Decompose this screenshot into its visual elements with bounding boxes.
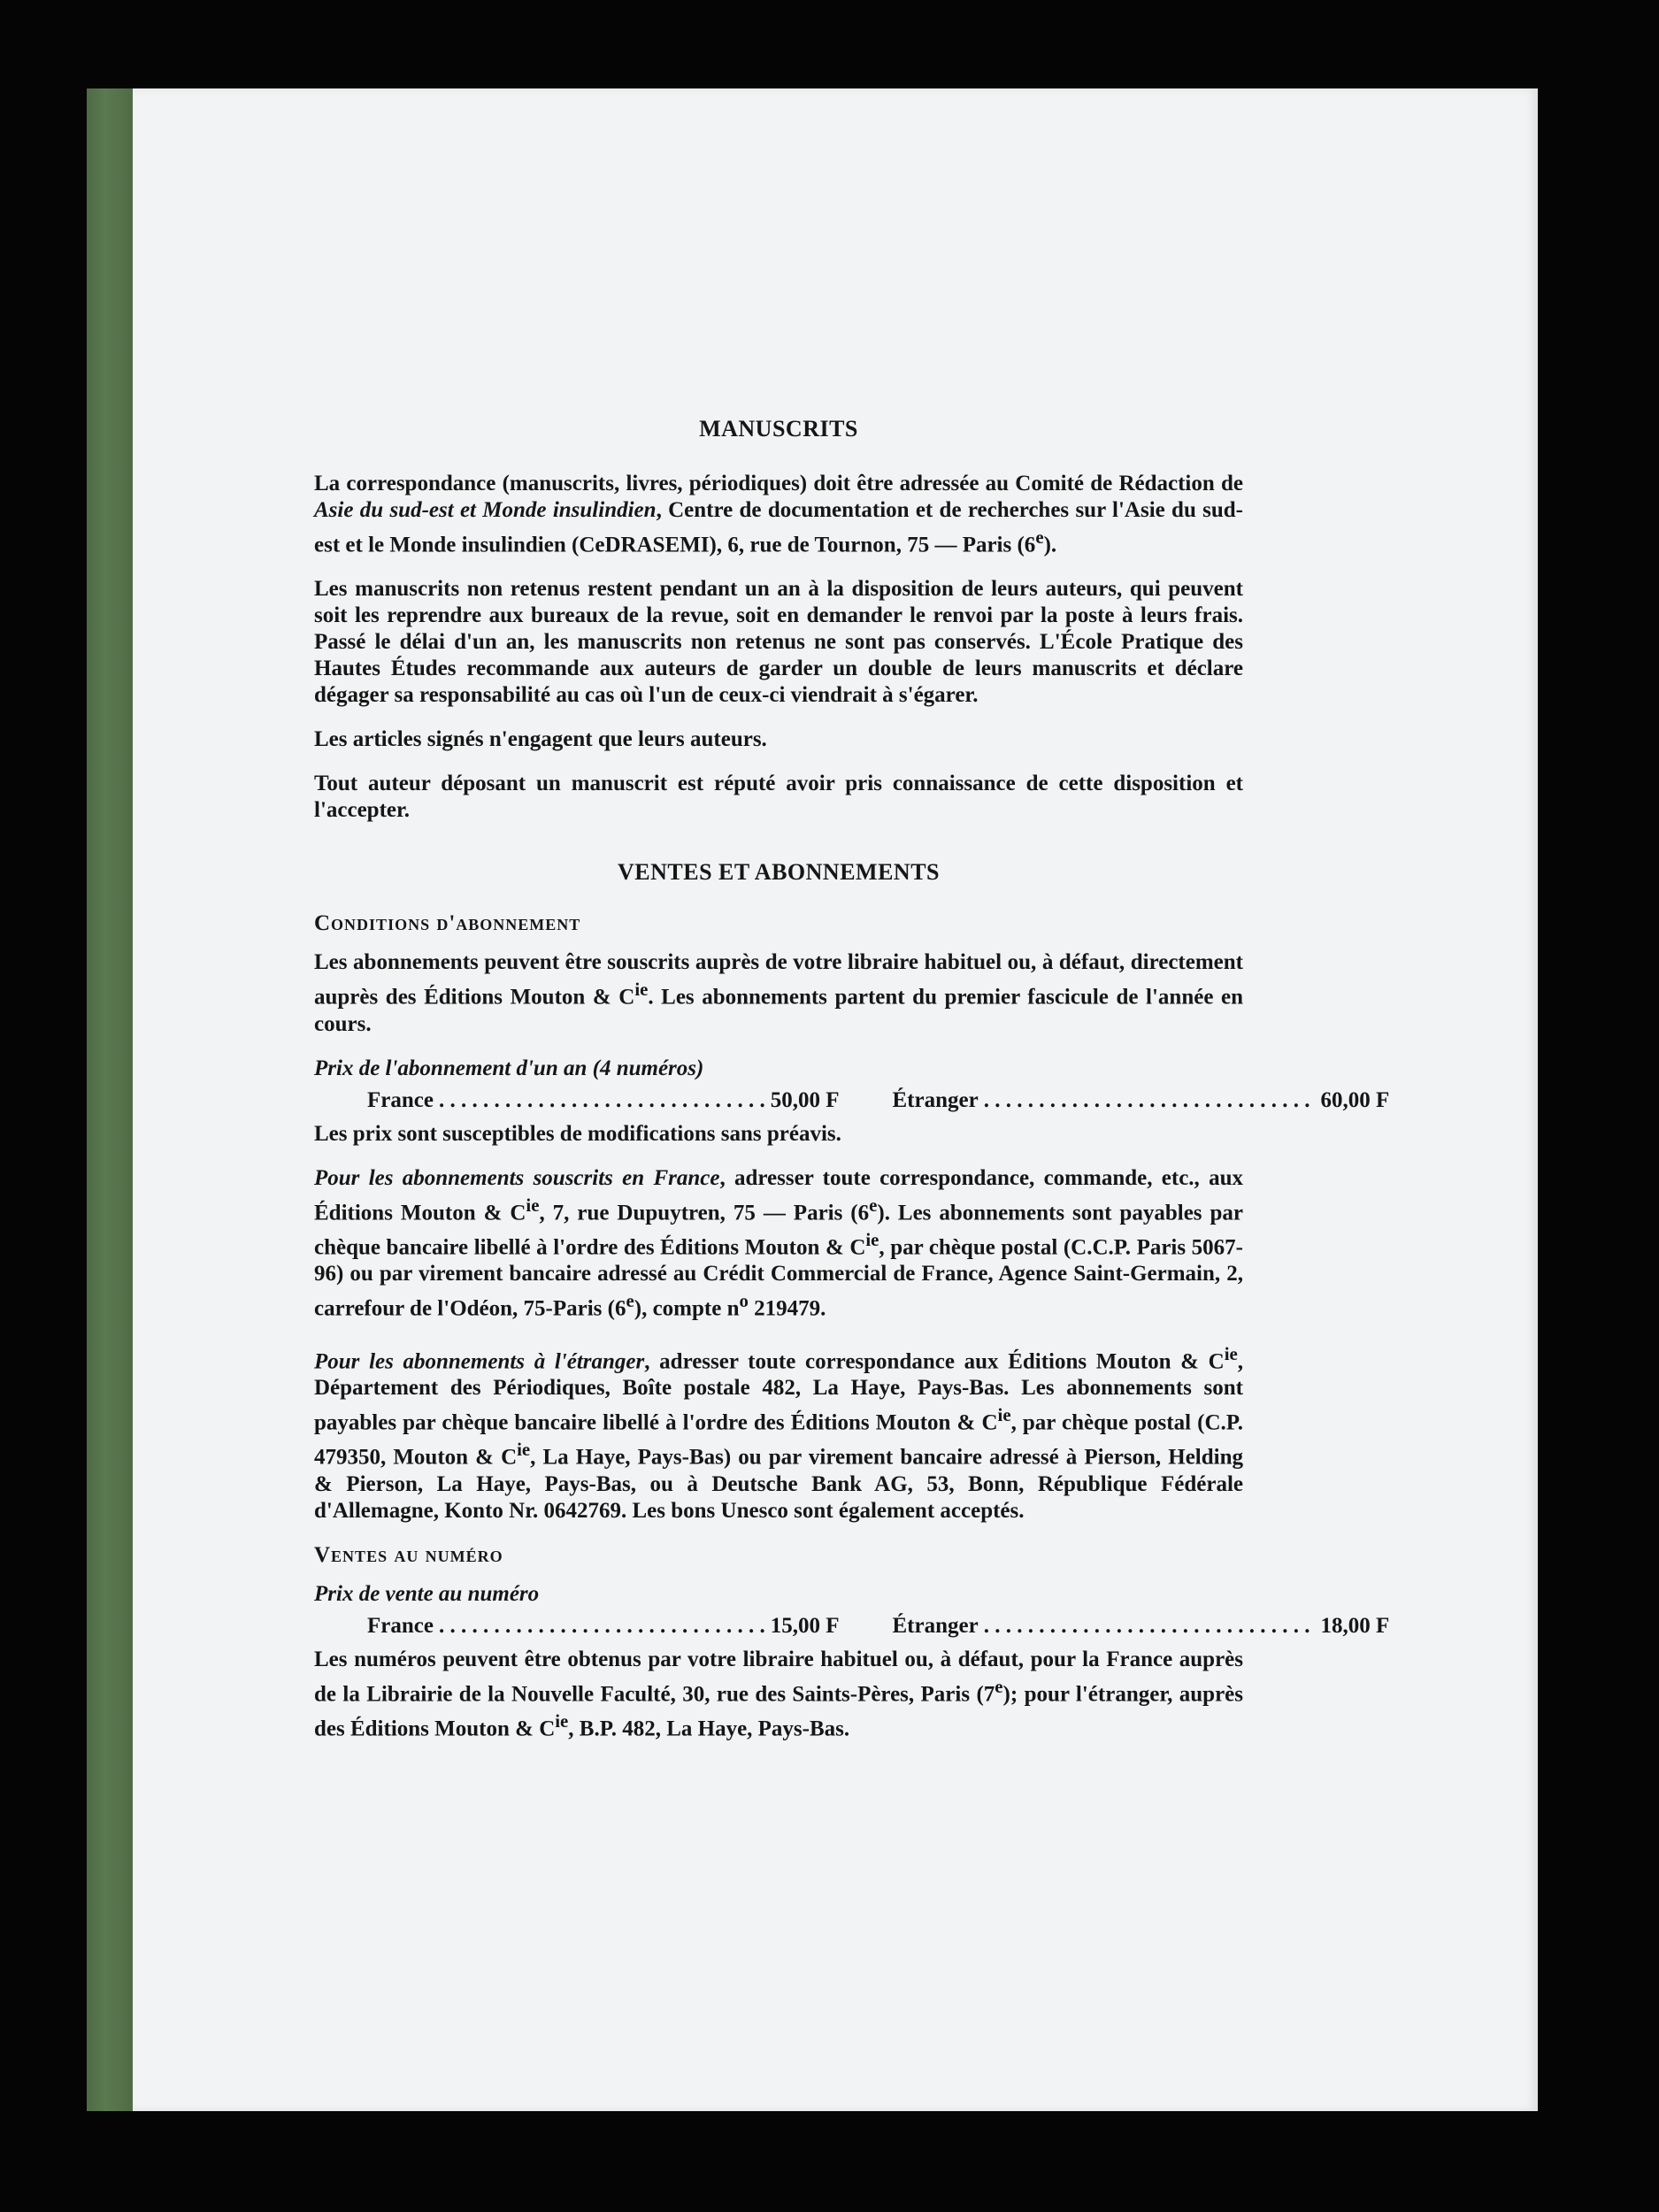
prix-note: Les prix sont susceptibles de modifications sans préavis. xyxy=(314,1121,841,1146)
france-paragraph: Pour les abonnements souscrits en France, adresser toute correspondance, commande, etc., aux Éditions Mouton & $C^{ie}$, 7, rue Dupuytren, 75 — Paris (6e). Les abonnements sont payables par chèque bancaire libellé à l'ordre des Éditions Mouton & $C^{ie}$, par chèque postal (C.C.P. Paris 5067-96) ou par virement bancaire adressé au Crédit Commercial de France, Agence Saint-Germain, 2, carrefour de l'Odéon, 75-Paris (6e), compte $n^o$ 219479. xyxy=(314,1165,1243,1321)
journal-title: Asie du sud-est et Monde insulindien xyxy=(314,498,657,522)
france-price: 15,00 F xyxy=(770,1613,840,1638)
numero-heading: Ventes au numéro xyxy=(314,1542,503,1567)
france-label: France xyxy=(367,1087,434,1112)
etranger-price: 18,00 F xyxy=(1320,1613,1390,1638)
leader-dots: . . . . . . . . . . . . . . . . . . . . . . . . . . . . . . xyxy=(438,1613,765,1638)
page-content xyxy=(314,416,1390,1760)
france-label: France xyxy=(367,1613,434,1638)
leader-dots: . . . . . . . . . . . . . . . . . . . . . . . . . . . . . . xyxy=(438,1087,765,1112)
manuscrits-paragraph-4: Tout auteur déposant un manuscrit est réputé avoir pris connaissance de cette disposition et l'accepter. xyxy=(314,772,1243,823)
france-price: 50,00 F xyxy=(770,1087,840,1112)
etranger-paragraph: Pour les abonnements à l'étranger, adresser toute correspondance aux Éditions Mouton & $C^{ie}$, Département des Périodiques, Boîte postale 482, La Haye, Pays-Bas. Les abonnements sont payables par chèque bancaire libellé à l'ordre des Éditions Mouton & $C^{ie}$, par chèque postal (C.P. 479350, Mouton & $C^{ie}$, La Haye, Pays-Bas) ou par virement bancaire adressé à Pierson, Helding & Pierson, La Haye, Pays-Bas, ou à Deutsche Bank AG, 53, Bonn, République Fédérale d'Allemagne, Konto Nr. 0642769. Les bons Unesco sont également acceptés. xyxy=(314,1342,1243,1523)
conditions-heading: Conditions d'abonnement xyxy=(314,911,581,936)
etranger-label: Étranger xyxy=(892,1613,979,1638)
etranger-label: Étranger xyxy=(892,1087,979,1112)
abonnement-price-row xyxy=(367,1087,1390,1114)
etranger-price: 60,00 F xyxy=(1320,1087,1390,1112)
leader-dots: . . . . . . . . . . . . . . . . . . . . . . . . . . . . . . xyxy=(983,1087,1310,1112)
manuscrits-paragraph-3: Les articles signés n'engagent que leurs auteurs. xyxy=(314,727,767,752)
manuscrits-paragraph-1: La correspondance (manuscrits, livres, périodiques) doit être adressée au Comité de Rédaction de Asie du sud-est et Monde insulindien, Centre de documentation et de recherches sur l'Asie du sud-est et le Monde insulindien (CeDRASEMI), 6, rue de Tournon, 75 — Paris (6e). xyxy=(314,472,1244,557)
leader-dots: . . . . . . . . . . . . . . . . . . . . . . . . . . . . . . xyxy=(983,1613,1310,1638)
manuscrits-heading: MANUSCRITS xyxy=(699,416,858,442)
ventes-heading: VENTES ET ABONNEMENTS xyxy=(617,859,940,886)
green-spine xyxy=(87,88,133,2111)
conditions-paragraph: Les abonnements peuvent être souscrits auprès de votre libraire habituel ou, à défaut, directement auprès des Éditions Mouton & $C^{ie}$. Les abonnements partent du premier fascicule de l'année en cours. xyxy=(314,950,1243,1036)
abonnement-price-heading: Prix de l'abonnement d'un an (4 numéros) xyxy=(314,1056,704,1080)
manuscrits-paragraph-2: Les manuscrits non retenus restent pendant un an à la disposition de leurs auteurs, qui peuvent soit les reprendre aux bureaux de la revue, soit en demander le renvoi par la poste à leurs frais. Passé le délai d'un an, les manuscrits non retenus ne sont pas conservés. L'École Pratique des Hautes Études recommande aux auteurs de garder un double de leurs manuscrits et déclare dégager sa responsabilité au cas où l'un de ceux-ci viendrait à s'égarer. xyxy=(314,577,1243,708)
numero-price-row xyxy=(367,1613,1390,1640)
numero-price-heading: Prix de vente au numéro xyxy=(314,1581,540,1606)
numero-paragraph: Les numéros peuvent être obtenus par votre libraire habituel ou, à défaut, pour la France auprès de la Librairie de la Nouvelle Faculté, 30, rue des Saints-Pères, Paris (7e); pour l'étranger, auprès des Éditions Mouton & $C^{ie}$, B.P. 482, La Haye, Pays-Bas. xyxy=(314,1647,1243,1741)
